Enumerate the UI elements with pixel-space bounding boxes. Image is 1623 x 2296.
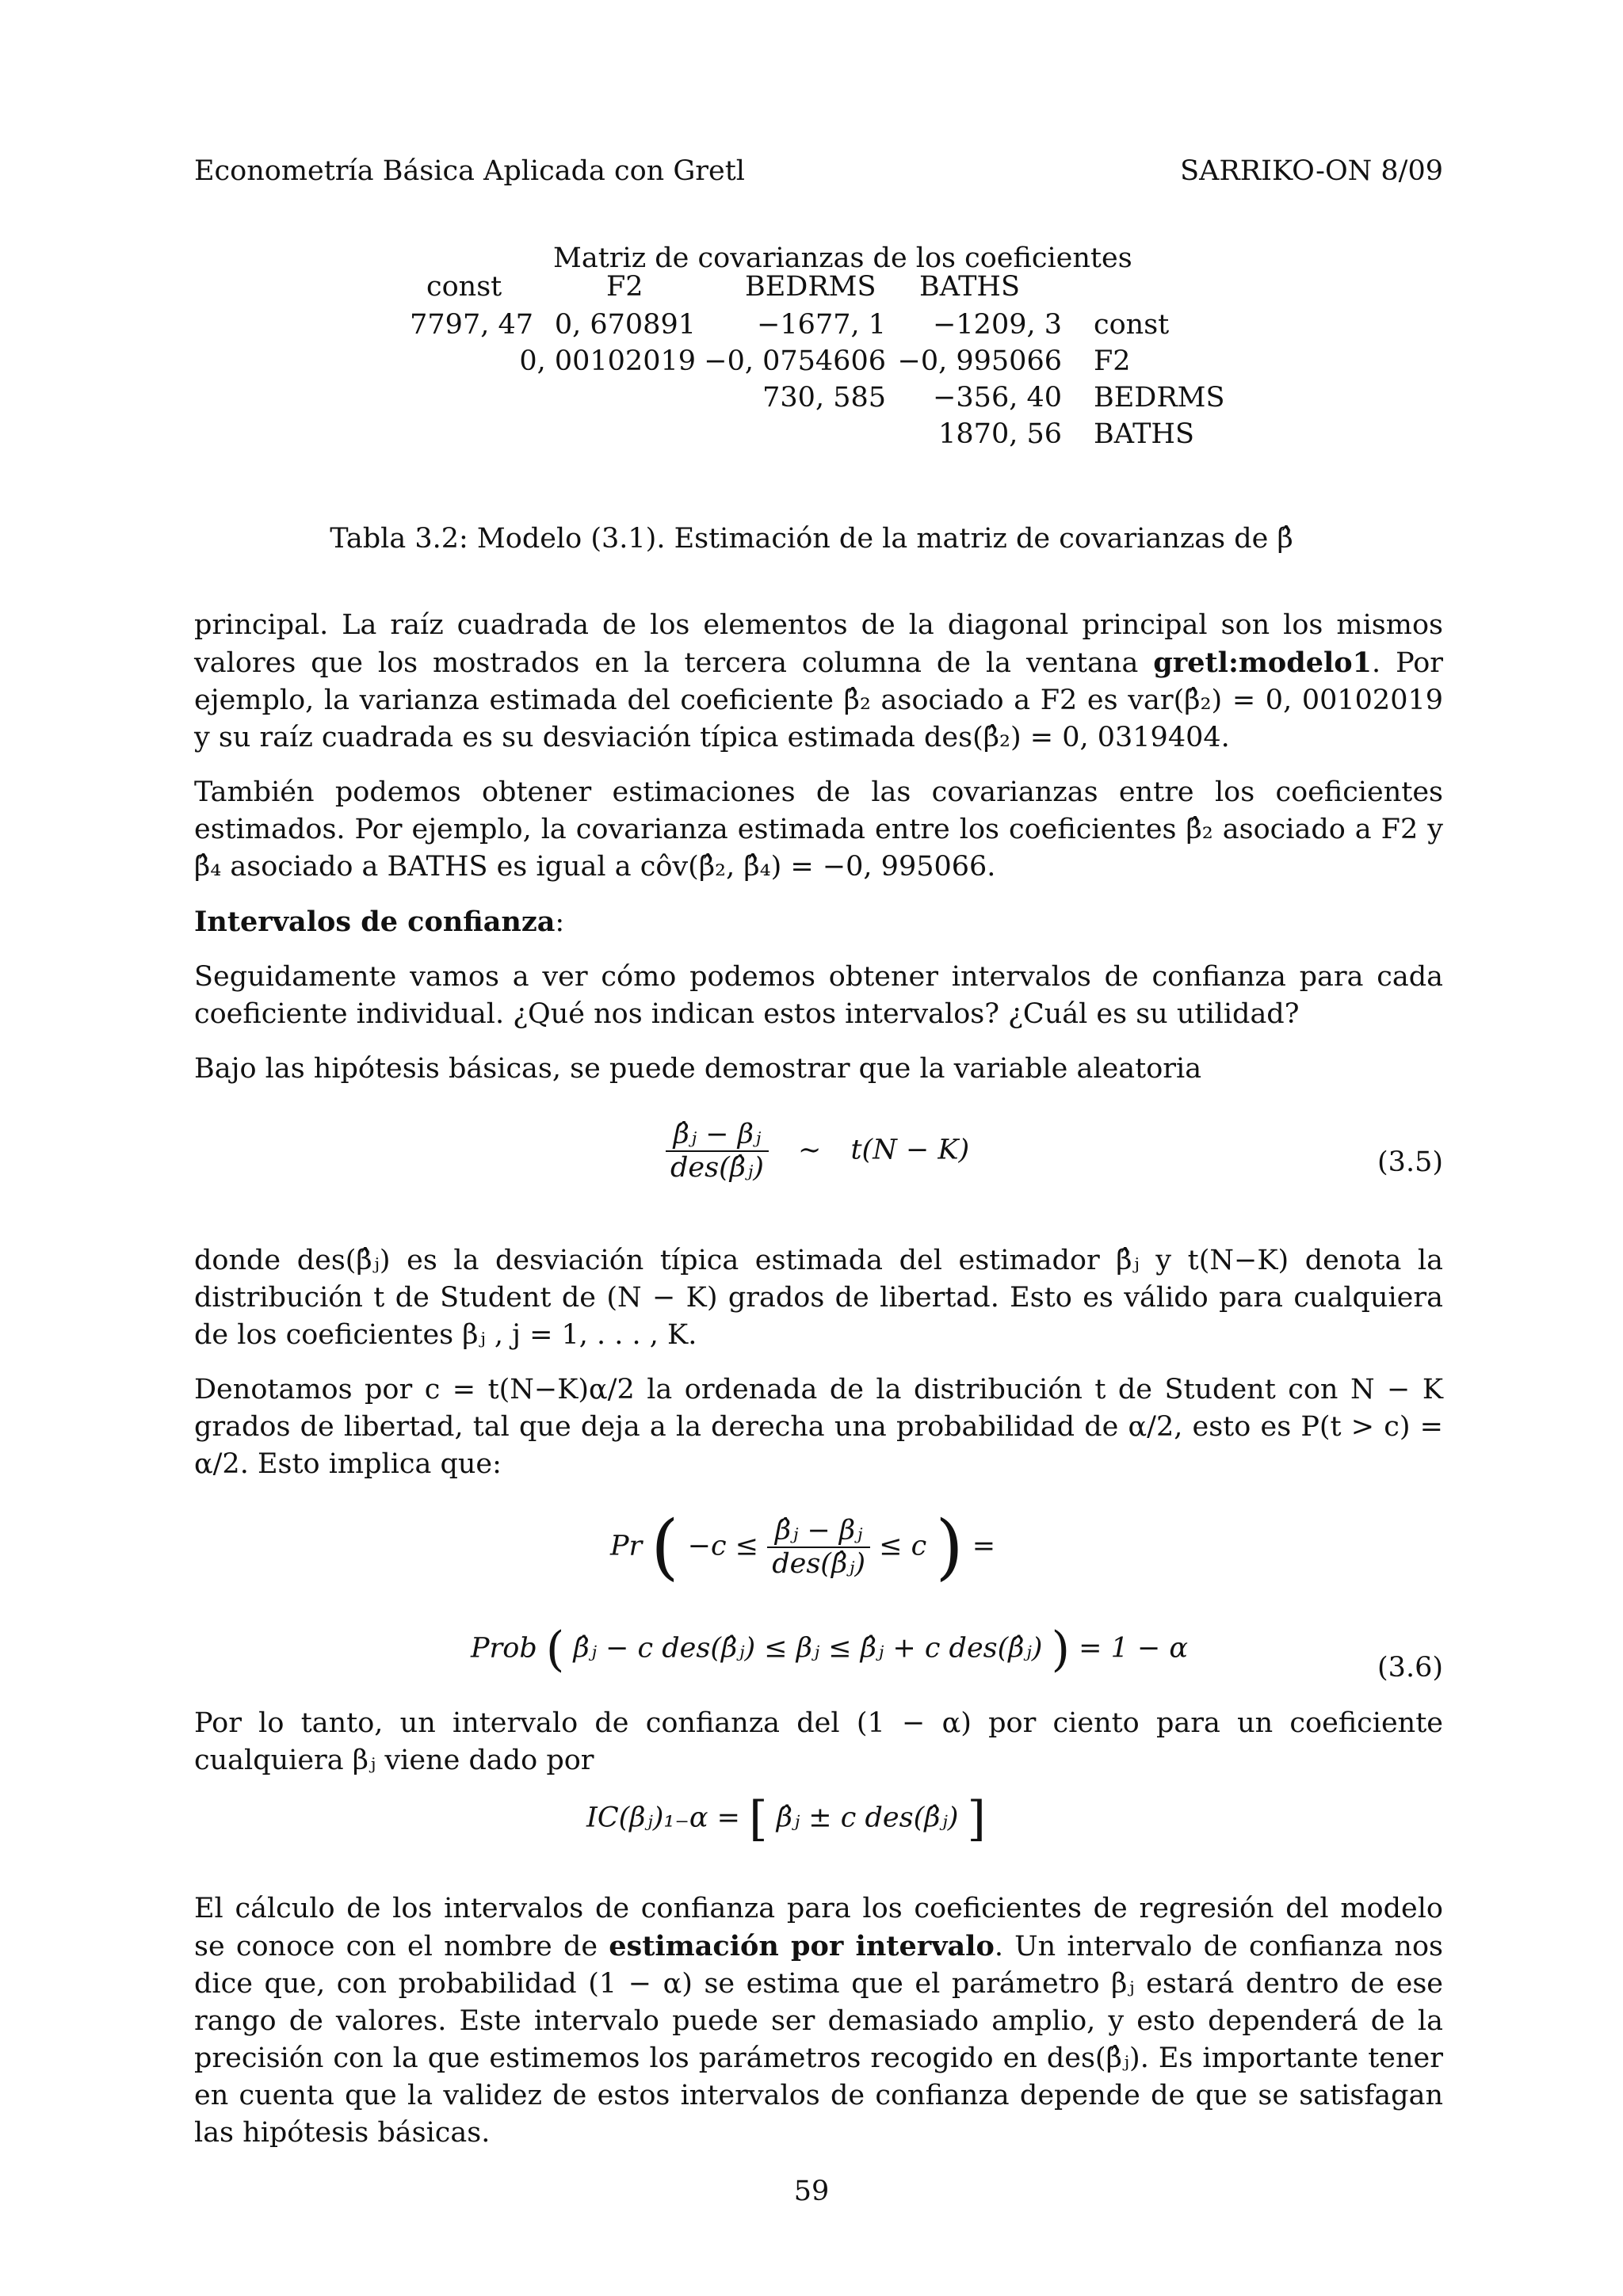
equation-confidence-interval (586, 1791, 986, 1847)
table-caption: Tabla 3.2: Modelo (3.1). Estimación de la matriz de covarianzas de β̂ (330, 523, 1293, 555)
matrix-cell: −1677, 1 (757, 309, 886, 341)
matrix-col-header: BEDRMS (745, 271, 876, 303)
equation-rhs: t(N − K) (850, 1134, 970, 1166)
matrix-cell: −356, 40 (933, 382, 1062, 414)
paragraph (194, 1890, 1443, 2152)
equation-fraction (767, 1515, 870, 1580)
paragraph-text: . Por ejemplo, la varianza estimada del coeficiente β̂₂ asociado a F2 es var(β̂₂) = 0, 00102019 y su raíz cuadrada es su desviación típica estimada des(β̂₂) = 0, 0319404. (194, 647, 1443, 753)
matrix-col-header: const (426, 271, 502, 303)
matrix-cell: 7797, 47 (410, 309, 533, 341)
paragraph: Denotamos por c = t(N−K)α/2 la ordenada de la distribución t de Student con N − K grados de libertad, tal que deja a la derecha una probabilidad de α/2, esto es P(t > c) = α/2. Esto implica que: (194, 1374, 1443, 1480)
equation-inner: β̂ⱼ − c des(β̂ⱼ) ≤ βⱼ ≤ β̂ⱼ + c des(β̂ⱼ) (573, 1632, 1043, 1665)
paragraph: También podemos obtener estimaciones de las covarianzas entre los coeficientes estimados. Por ejemplo, la covarianza estimada entre los coeficientes β̂₂ asociado a F2 y β̂₄ asociado a BATHS es igual a côv(β̂₂, β̂₄) = −0, 995066. (194, 776, 1443, 883)
fraction-denominator: des(β̂ⱼ) (772, 1548, 866, 1580)
matrix-title: Matriz de covarianzas de los coeficientes (553, 242, 1132, 274)
running-header-right: SARRIKO-ON 8/09 (1180, 155, 1443, 187)
fraction-numerator: β̂ⱼ − βⱼ (767, 1515, 870, 1548)
matrix-row-label: BEDRMS (1094, 382, 1225, 414)
matrix-row-label: BATHS (1094, 418, 1194, 450)
equation-relation: ∼ (798, 1134, 822, 1166)
equation-inner: β̂ⱼ ± c des(β̂ⱼ) (776, 1802, 959, 1834)
section-heading-text: Intervalos de confianza (194, 906, 556, 938)
covariance-matrix (0, 0, 1623, 475)
matrix-col-header: F2 (606, 271, 643, 303)
paragraph-text: principal. La raíz cuadrada de los elementos de la diagonal principal son los mismos valores que los mostrados en la tercera columna de la ventana (194, 609, 1443, 679)
matrix-cell: −0, 995066 (897, 345, 1062, 377)
right-paren: ) (1051, 1622, 1070, 1677)
equation-fraction (666, 1119, 769, 1184)
matrix-cell: 730, 585 (762, 382, 886, 414)
equation-left: −c ≤ (687, 1530, 759, 1562)
matrix-col-header: BATHS (919, 271, 1020, 303)
body-bottom (194, 1890, 1443, 2169)
fraction-numerator: β̂ⱼ − βⱼ (666, 1119, 769, 1152)
equation-3-6-line1 (610, 1505, 996, 1589)
section-heading (194, 903, 1443, 941)
matrix-row-label: const (1094, 309, 1170, 341)
page-number: 59 (793, 2176, 830, 2207)
equation-prob: Prob (471, 1632, 537, 1665)
left-bracket: [ (749, 1791, 768, 1847)
matrix-cell: −1209, 3 (933, 309, 1062, 341)
matrix-cell: 1870, 56 (938, 418, 1062, 450)
paragraph: Seguidamente vamos a ver cómo podemos obtener intervalos de confianza para cada coeficiente individual. ¿Qué nos indican estos intervalos? ¿Cuál es su utilidad? (194, 961, 1443, 1030)
window-name: gretl:modelo1 (1153, 646, 1372, 679)
right-paren: ) (935, 1505, 964, 1589)
equation-3-5 (666, 1119, 969, 1184)
paragraph-text: . Un intervalo de confianza nos dice que, con probabilidad (1 − α) se estima que el parámetro βⱼ estará dentro de ese rango de valores. Este intervalo puede ser demasiado amplio, y esto dependerá de la precisión con la que estimemos los parámetros recogido en des(β̂ⱼ). Es importante tener en cuenta que la validez de estos intervalos de confianza depende de que se satisfagan las hipótesis básicas. (194, 1931, 1443, 2149)
equation-3-6-line2 (471, 1622, 1189, 1677)
matrix-cell: −0, 0754606 (704, 345, 886, 377)
emphasized-term: estimación por intervalo (609, 1930, 995, 1962)
section-heading-colon: : (555, 906, 565, 938)
left-paren: ( (651, 1505, 679, 1589)
right-bracket: ] (967, 1791, 986, 1847)
equation-equals: = (972, 1530, 996, 1562)
equation-number: (3.5) (1377, 1146, 1443, 1178)
paragraph (194, 607, 1443, 757)
equation-number: (3.6) (1377, 1652, 1443, 1684)
fraction-denominator: des(β̂ⱼ) (670, 1152, 764, 1184)
left-paren: ( (545, 1622, 565, 1677)
paragraph: Por lo tanto, un intervalo de confianza del (1 − α) por ciento para un coeficiente cualquiera βⱼ viene dado por (194, 1707, 1443, 1776)
matrix-row-label: F2 (1094, 345, 1131, 377)
equation-pr: Pr (610, 1530, 643, 1562)
equation-lhs: IC(βⱼ)₁₋α = (586, 1802, 740, 1834)
equation-rhs: = 1 − α (1079, 1632, 1189, 1665)
matrix-cell: 0, 670891 (554, 309, 696, 341)
body-lower (194, 1705, 1443, 1797)
body-middle (194, 1242, 1443, 1501)
matrix-cell: 0, 00102019 (519, 345, 696, 377)
body-top (194, 607, 1443, 1105)
paragraph: Bajo las hipótesis básicas, se puede demostrar que la variable aleatoria (194, 1053, 1202, 1085)
equation-right: ≤ c (879, 1530, 927, 1562)
paragraph: donde des(β̂ⱼ) es la desviación típica estimada del estimador β̂ⱼ y t(N−K) denota la distribución t de Student de (N − K) grados de libertad. Esto es válido para cualquiera de los coeficientes βⱼ , j = 1, . . . , K. (194, 1245, 1443, 1351)
paragraph-text: El cálculo de los intervalos de confianza para los coeficientes de regresión del modelo se conoce con el nombre de (194, 1893, 1443, 1962)
running-header-left: Econometría Básica Aplicada con Gretl (194, 155, 745, 187)
